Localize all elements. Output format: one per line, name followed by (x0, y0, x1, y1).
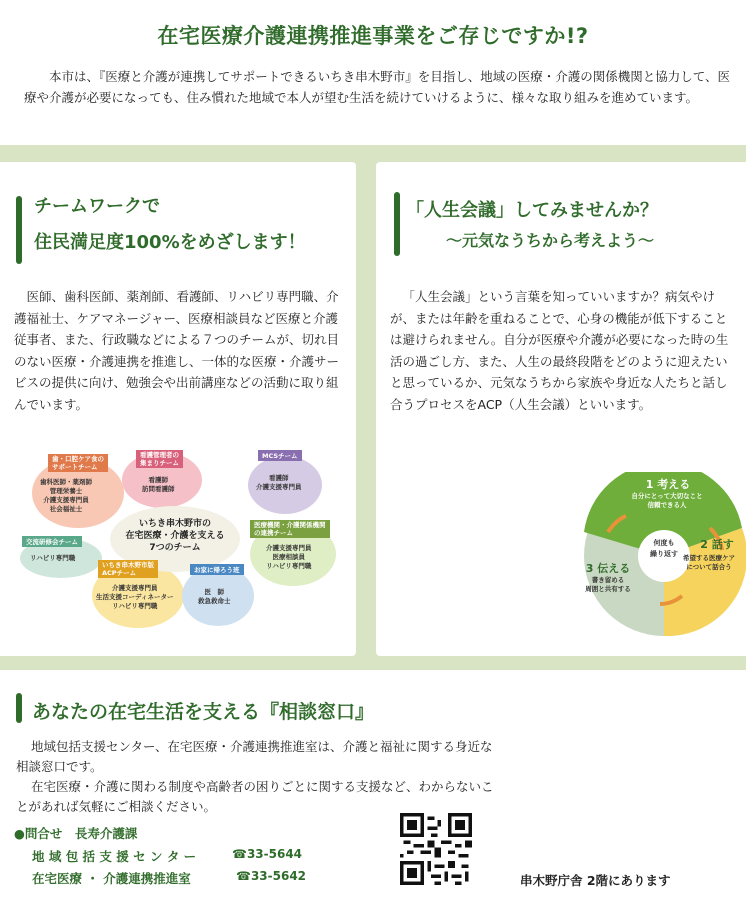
cycle-step1-title: 1 考える (645, 478, 691, 491)
teamwork-body: 医師、歯科医師、薬剤師、看護師、リハビリ専門職、介護福祉士、ケアマネージャー、医療相談員など医療と介護従事者、また、行政職などによる７つのチームが、切れ目のない医療・介護連携を推進し、一体的な医療・介護サービスの提供に向け、勉強会や出前講座などの活動に取り組んでいます。 (14, 289, 340, 412)
cycle-step3-title: 3 伝える (585, 562, 631, 575)
intro-paragraph: 本市は、『医療と介護が連携してサポートできるいちき串木野市』を目指し、地域の医療・介護の関係機関と協力して、医療や介護が必要になっても、住み慣れた地域で本人が望む生活を続けていけるように、様々な取り組みを進めています。 (24, 69, 731, 105)
team-diagram (18, 450, 348, 630)
acp-title-line1: 「人生会議」してみませんか？ (406, 200, 658, 221)
team-members-nursing: 看護師 訪問看護師 (142, 476, 175, 493)
consult-title: あなたの在宅生活を支える『相談窓口』 (32, 701, 375, 723)
team-members-liaison: 介護支援専門員 医療相談員 リハビリ専門職 (266, 544, 312, 570)
team-tag-acp: いちき串木野市版 ACPチーム (98, 560, 158, 578)
cycle-step1-text: 自分にとって大切なこと 信頼できる人 (631, 492, 703, 509)
accent-bar (16, 693, 22, 723)
consult-paragraph-2: 在宅医療・介護に関わる制度や高齢者の困りごとに関する支援など、わからないことがあれば気軽にご相談ください。 (16, 779, 494, 814)
cycle-step2-title: 2 話す (700, 538, 734, 551)
team-members-exchange: リハビリ専門職 (30, 554, 76, 562)
team-members-dental: 歯科医師・薬剤師 管理栄養士 介護支援専門員 社会福祉士 (40, 478, 92, 513)
accent-bar (16, 196, 22, 264)
team-members-mcs: 看護師 介護支援専門員 (256, 474, 302, 491)
team-members-acp: 介護支援専門員 生活支援コーディネーター リハビリ専門職 (96, 584, 174, 610)
team-tag-mcs: MCSチーム (258, 450, 302, 461)
office2-name: 在宅医療 ・ 介護連携推進室 (32, 871, 191, 886)
cycle-step2-text: 希望する医療ケア について話合う (683, 554, 735, 571)
team-tag-exchange: 交流研修会チーム (22, 536, 82, 547)
qr-code-icon[interactable] (400, 813, 472, 885)
location-note: 串木野庁舎 2階にあります (520, 873, 671, 888)
teamwork-title-line2: 住民満足度100%をめざします！ (34, 232, 306, 253)
teamwork-title-line1: チームワークで (34, 196, 160, 217)
acp-body: 「人生会議」という言葉を知っていいますか？病気やけが、または年齢を重ねることで、心身の機能が低下することは避けられません。自分が医療や介護が必要になった時の生活の過ごし方、また、人生の最終段階をどのように迎えたいと思っているか、元気なうちから家族や身近な人たちと話し合うプロセスをACP（人生会議）といいます。 (390, 289, 729, 412)
cycle-center-label: 何度も 繰り返す (650, 539, 678, 558)
team-tag-nursing: 看護管理者の 集まりチーム (136, 450, 183, 468)
consult-body (16, 737, 496, 817)
team-tag-liaison: 医療機関・介護関係機関 の連携チーム (250, 520, 330, 538)
team-tag-home: お家に帰ろう班 (190, 564, 244, 575)
diagram-center-label: いちき串木野市の 在宅医療・介護を支える 7つのチーム (125, 519, 225, 553)
acp-cycle-diagram (572, 472, 746, 640)
accent-bar (394, 192, 400, 256)
office1-tel[interactable]: ☎33-5644 (232, 847, 303, 861)
consult-paragraph-1: 地域包括支援センター、在宅医療・介護連携推進室は、介護と福祉に関する身近な相談窓口です。 (16, 739, 493, 774)
contact-label: ●問合せ 長寿介護課 (14, 826, 138, 841)
cycle-step3-text: 書き留める 周囲と共有する (585, 576, 631, 593)
team-tag-dental: 歯・口腔ケア食の サポートチーム (48, 454, 108, 472)
teamwork-card (0, 162, 356, 656)
team-members-home: 医 師 救急救命士 (198, 588, 231, 605)
page-title: 在宅医療介護連携推進事業をご存じですか!? (157, 24, 589, 48)
office1-name: 地 域 包 括 支 援 セ ン タ ー (32, 849, 197, 864)
office2-tel[interactable]: ☎33-5642 (236, 869, 307, 883)
acp-title-line2: 〜元気なうちから考えよう〜 (446, 231, 655, 250)
